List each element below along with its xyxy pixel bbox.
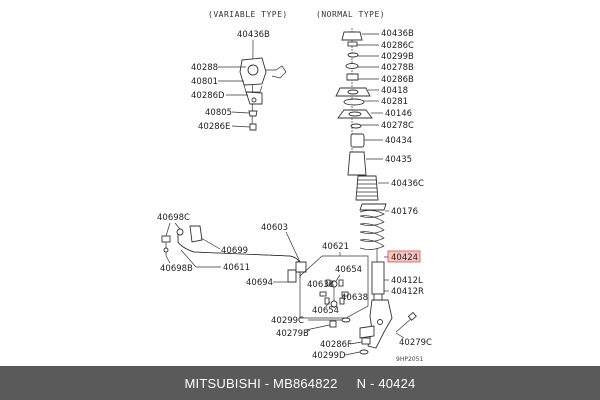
label-40424: 40424 bbox=[391, 253, 419, 263]
label-40621: 40621 bbox=[322, 242, 350, 252]
label-40412L: 40412L bbox=[391, 276, 423, 286]
label-40801: 40801 bbox=[191, 77, 219, 87]
bracket-40694 bbox=[288, 270, 296, 282]
label-40436C: 40436C bbox=[391, 179, 424, 189]
shock-absorber-40424 bbox=[372, 248, 384, 300]
label-40146: 40146 bbox=[385, 109, 413, 119]
bolt-40279B bbox=[306, 321, 336, 330]
label-40805: 40805 bbox=[205, 108, 233, 118]
label-40654-top: 40654 bbox=[335, 265, 363, 275]
footer-banner bbox=[0, 366, 600, 400]
bolt-40279C bbox=[396, 313, 416, 332]
label-40281: 40281 bbox=[381, 97, 409, 107]
label-40694: 40694 bbox=[246, 278, 274, 288]
label-40698B: 40698B bbox=[160, 264, 193, 274]
label-40638-left: 40638 bbox=[307, 280, 335, 290]
label-40286E: 40286E bbox=[198, 122, 231, 132]
label-40436B-variable: 40436B bbox=[237, 30, 270, 40]
bumper-40434 bbox=[351, 134, 364, 147]
label-40286F: 40286F bbox=[320, 340, 352, 350]
label-40299D: 40299D bbox=[312, 351, 346, 361]
label-40638-right: 40638 bbox=[341, 293, 369, 303]
label-40698C: 40698C bbox=[157, 213, 190, 223]
washer-40299C bbox=[342, 318, 350, 322]
dust-boot-40436C bbox=[356, 176, 378, 200]
variable-actuator-assembly bbox=[240, 40, 286, 130]
cap-40436B bbox=[342, 32, 362, 40]
label-40278B: 40278B bbox=[381, 63, 414, 73]
label-40279B: 40279B bbox=[276, 329, 309, 339]
washer-40299B bbox=[348, 53, 358, 57]
nut-40286F bbox=[362, 338, 370, 344]
bushing-40278C bbox=[351, 124, 361, 128]
label-40699: 40699 bbox=[221, 246, 249, 256]
nut-40286C bbox=[348, 42, 357, 46]
part-number-caption: MITSUBISHI - MB864822 N - 40424 bbox=[184, 375, 416, 391]
label-40654-bottom: 40654 bbox=[312, 306, 340, 316]
label-40436B: 40436B bbox=[381, 29, 414, 39]
label-40176: 40176 bbox=[391, 207, 419, 217]
label-40279C: 40279C bbox=[399, 338, 432, 348]
normal-type-header: (NORMAL TYPE) bbox=[316, 10, 386, 19]
nut-40286B bbox=[347, 74, 358, 80]
label-40286C: 40286C bbox=[381, 41, 414, 51]
bushing-40278B bbox=[346, 64, 358, 69]
plate-40281 bbox=[344, 99, 364, 105]
drawing-code: 9HP2051 bbox=[396, 356, 424, 363]
label-40286D: 40286D bbox=[191, 91, 225, 101]
label-40603: 40603 bbox=[261, 223, 289, 233]
washer-40299D bbox=[360, 350, 368, 354]
label-40299C: 40299C bbox=[271, 316, 304, 326]
label-40286B: 40286B bbox=[381, 75, 414, 85]
label-40278C: 40278C bbox=[381, 121, 414, 131]
coil-spring-40176 bbox=[360, 204, 386, 250]
label-40611: 40611 bbox=[223, 263, 251, 273]
variable-type-header: (VARIABLE TYPE) bbox=[208, 10, 288, 19]
label-40412R: 40412R bbox=[391, 287, 424, 297]
label-40418: 40418 bbox=[381, 86, 409, 96]
stopper-40435 bbox=[348, 152, 366, 175]
label-40435: 40435 bbox=[385, 155, 413, 165]
label-40434: 40434 bbox=[385, 136, 413, 146]
label-40288: 40288 bbox=[191, 63, 219, 73]
label-40299B: 40299B bbox=[381, 52, 414, 62]
